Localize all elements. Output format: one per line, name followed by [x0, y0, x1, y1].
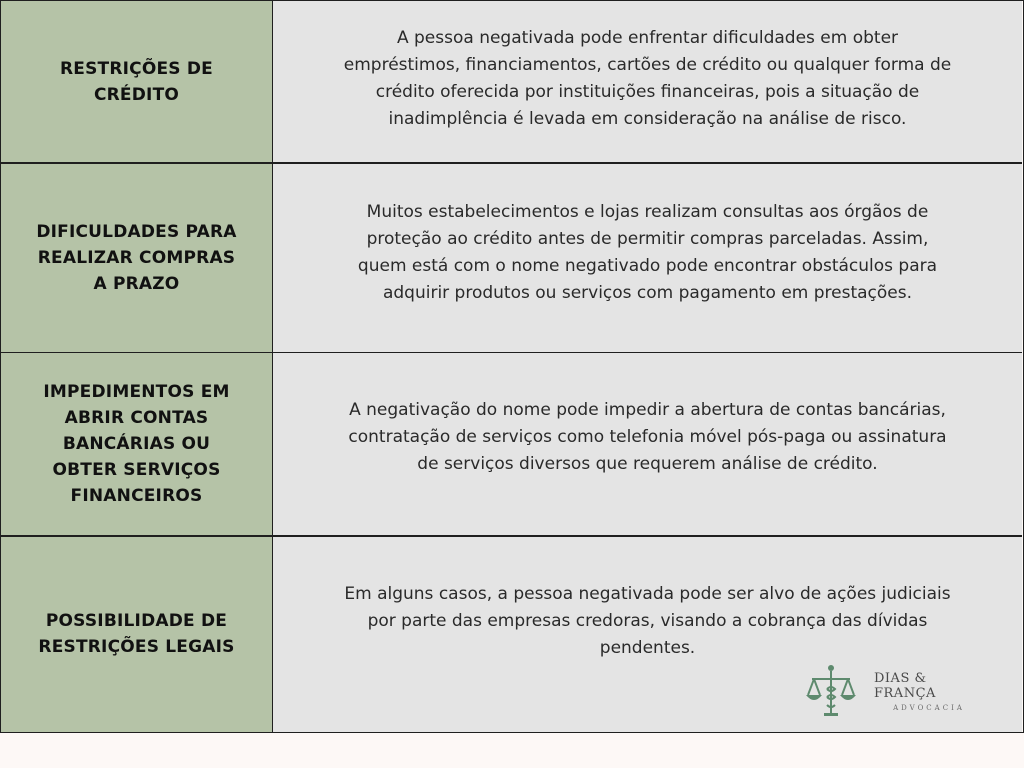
scales-of-justice-icon: [804, 663, 858, 719]
row-heading-cell: [1, 537, 273, 732]
row-text-cell: [273, 1, 1022, 162]
row-text-cell: [273, 353, 1022, 535]
logo-text: [874, 671, 984, 712]
firm-logo: [804, 662, 984, 720]
logo-subtitle: ADVOCACIA: [893, 703, 965, 712]
row-heading: POSSIBILIDADE DE RESTRIÇÕES LEGAIS: [38, 611, 235, 657]
row-text-cell: [273, 164, 1022, 352]
row-heading-cell: [1, 1, 273, 162]
row-text: Em alguns casos, a pessoa negativada pode ser alvo de ações judiciais por parte das empresas credoras, visando a cobrança das dívidas pendentes.: [344, 583, 951, 658]
logo-name: DIAS & FRANÇA: [874, 670, 936, 701]
row-heading-cell: [1, 164, 273, 352]
table-row: [1, 164, 1022, 352]
row-text: A pessoa negativada pode enfrentar dificuldades em obter empréstimos, financiamentos, cartões de crédito ou qualquer forma de crédito oferecida por instituições financeiras, pois a situação de inadimplência é levada em consideração na análise de risco.: [343, 27, 952, 129]
row-heading: RESTRIÇÕES DE CRÉDITO: [60, 58, 213, 105]
row-text: Muitos estabelecimentos e lojas realizam consultas aos órgãos de proteção ao crédito antes de permitir compras parceladas. Assim, quem está com o nome negativado pode encontrar obstáculos para adquirir produtos ou serviços com pagamento em prestações.: [357, 201, 938, 303]
table-row: [1, 353, 1022, 535]
row-heading: IMPEDIMENTOS EM ABRIR CONTAS BANCÁRIAS OU OBTER SERVIÇOS FINANCEIROS: [43, 382, 230, 506]
table-row: [1, 1, 1022, 162]
row-heading: DIFICULDADES PARA REALIZAR COMPRAS A PRAZO: [36, 221, 237, 294]
row-heading-cell: [1, 353, 273, 535]
row-text: A negativação do nome pode impedir a abertura de contas bancárias, contratação de serviços como telefonia móvel pós-paga ou assinatura de serviços diversos que requerem análise de crédito.: [348, 399, 947, 474]
